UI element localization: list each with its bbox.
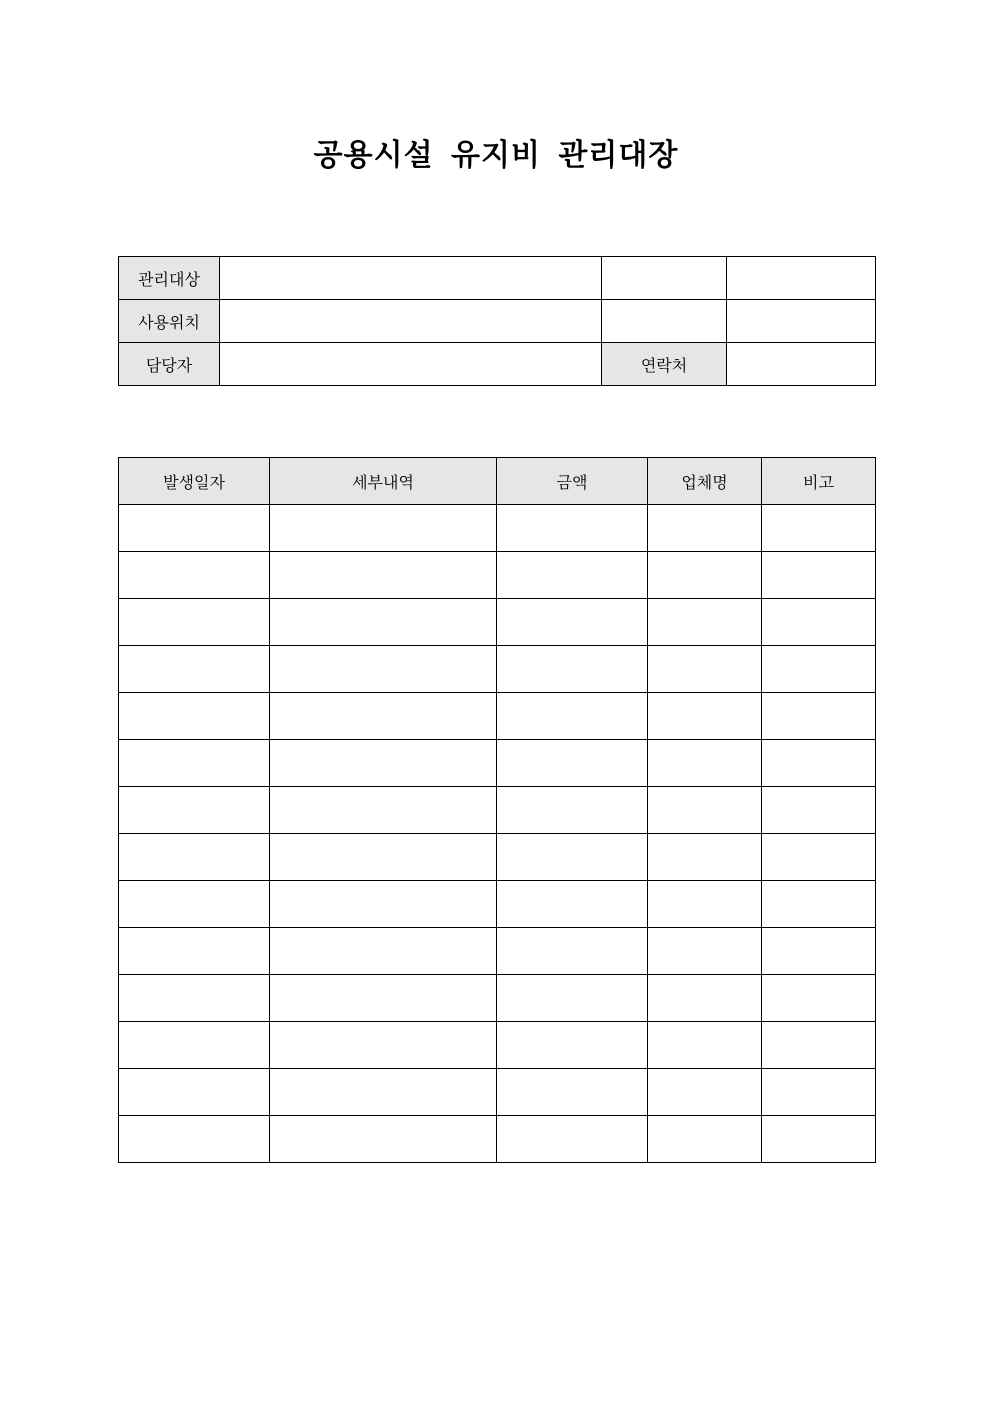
- info-row-manager: [119, 343, 876, 386]
- remarks-cell[interactable]: [762, 975, 876, 1022]
- details-cell[interactable]: [270, 599, 497, 646]
- page-title: 공용시설 유지비 관리대장: [313, 138, 679, 173]
- remarks-cell[interactable]: [762, 1069, 876, 1116]
- amount-cell[interactable]: [497, 693, 648, 740]
- vendor-cell[interactable]: [648, 928, 762, 975]
- amount-cell[interactable]: [497, 787, 648, 834]
- date-cell[interactable]: [119, 928, 270, 975]
- ledger-header-row: [119, 458, 876, 505]
- header-amount: 금액: [497, 458, 648, 505]
- details-cell[interactable]: [270, 975, 497, 1022]
- vendor-cell[interactable]: [648, 505, 762, 552]
- remarks-cell[interactable]: [762, 599, 876, 646]
- vendor-cell[interactable]: [648, 552, 762, 599]
- details-cell[interactable]: [270, 646, 497, 693]
- amount-cell[interactable]: [497, 646, 648, 693]
- manage-target-field[interactable]: [220, 257, 602, 300]
- table-row: [119, 740, 876, 787]
- table-row: [119, 599, 876, 646]
- remarks-cell[interactable]: [762, 505, 876, 552]
- table-row: [119, 1116, 876, 1163]
- amount-cell[interactable]: [497, 1116, 648, 1163]
- details-cell[interactable]: [270, 1116, 497, 1163]
- amount-cell[interactable]: [497, 834, 648, 881]
- vendor-cell[interactable]: [648, 787, 762, 834]
- details-cell[interactable]: [270, 552, 497, 599]
- remarks-cell[interactable]: [762, 1022, 876, 1069]
- remarks-cell[interactable]: [762, 881, 876, 928]
- amount-cell[interactable]: [497, 1069, 648, 1116]
- date-cell[interactable]: [119, 646, 270, 693]
- info-extra-field-2[interactable]: [727, 300, 876, 343]
- table-row: [119, 975, 876, 1022]
- info-table: [118, 256, 876, 386]
- date-cell[interactable]: [119, 505, 270, 552]
- location-label: 사용위치: [119, 300, 220, 343]
- remarks-cell[interactable]: [762, 928, 876, 975]
- info-extra-label-2[interactable]: [602, 300, 727, 343]
- date-cell[interactable]: [119, 599, 270, 646]
- info-extra-label-1[interactable]: [602, 257, 727, 300]
- info-row-location: [119, 300, 876, 343]
- amount-cell[interactable]: [497, 975, 648, 1022]
- date-cell[interactable]: [119, 1022, 270, 1069]
- amount-cell[interactable]: [497, 740, 648, 787]
- remarks-cell[interactable]: [762, 1116, 876, 1163]
- remarks-cell[interactable]: [762, 787, 876, 834]
- details-cell[interactable]: [270, 787, 497, 834]
- vendor-cell[interactable]: [648, 599, 762, 646]
- details-cell[interactable]: [270, 928, 497, 975]
- date-cell[interactable]: [119, 552, 270, 599]
- date-cell[interactable]: [119, 740, 270, 787]
- location-field[interactable]: [220, 300, 602, 343]
- table-row: [119, 505, 876, 552]
- date-cell[interactable]: [119, 975, 270, 1022]
- remarks-cell[interactable]: [762, 646, 876, 693]
- contact-label: 연락처: [602, 343, 727, 386]
- header-remarks: 비고: [762, 458, 876, 505]
- amount-cell[interactable]: [497, 881, 648, 928]
- table-row: [119, 552, 876, 599]
- vendor-cell[interactable]: [648, 881, 762, 928]
- contact-field[interactable]: [727, 343, 876, 386]
- amount-cell[interactable]: [497, 928, 648, 975]
- details-cell[interactable]: [270, 1022, 497, 1069]
- amount-cell[interactable]: [497, 599, 648, 646]
- info-extra-field-1[interactable]: [727, 257, 876, 300]
- amount-cell[interactable]: [497, 505, 648, 552]
- table-row: [119, 787, 876, 834]
- table-row: [119, 646, 876, 693]
- table-row: [119, 928, 876, 975]
- date-cell[interactable]: [119, 693, 270, 740]
- remarks-cell[interactable]: [762, 834, 876, 881]
- remarks-cell[interactable]: [762, 693, 876, 740]
- vendor-cell[interactable]: [648, 693, 762, 740]
- ledger-table: [118, 457, 876, 1163]
- amount-cell[interactable]: [497, 552, 648, 599]
- manager-field[interactable]: [220, 343, 602, 386]
- header-vendor: 업체명: [648, 458, 762, 505]
- table-row: [119, 693, 876, 740]
- details-cell[interactable]: [270, 834, 497, 881]
- manager-label: 담당자: [119, 343, 220, 386]
- table-row: [119, 834, 876, 881]
- header-date: 발생일자: [119, 458, 270, 505]
- vendor-cell[interactable]: [648, 740, 762, 787]
- date-cell[interactable]: [119, 881, 270, 928]
- date-cell[interactable]: [119, 1069, 270, 1116]
- manage-target-label: 관리대상: [119, 257, 220, 300]
- details-cell[interactable]: [270, 881, 497, 928]
- details-cell[interactable]: [270, 505, 497, 552]
- date-cell[interactable]: [119, 1116, 270, 1163]
- table-row: [119, 881, 876, 928]
- details-cell[interactable]: [270, 1069, 497, 1116]
- table-row: [119, 1069, 876, 1116]
- info-row-target: [119, 257, 876, 300]
- vendor-cell[interactable]: [648, 1022, 762, 1069]
- vendor-cell[interactable]: [648, 646, 762, 693]
- header-details: 세부내역: [270, 458, 497, 505]
- vendor-cell[interactable]: [648, 1116, 762, 1163]
- vendor-cell[interactable]: [648, 1069, 762, 1116]
- amount-cell[interactable]: [497, 1022, 648, 1069]
- remarks-cell[interactable]: [762, 552, 876, 599]
- date-cell[interactable]: [119, 787, 270, 834]
- table-row: [119, 1022, 876, 1069]
- vendor-cell[interactable]: [648, 975, 762, 1022]
- ledger-body: [119, 505, 876, 1163]
- vendor-cell[interactable]: [648, 834, 762, 881]
- details-cell[interactable]: [270, 740, 497, 787]
- details-cell[interactable]: [270, 693, 497, 740]
- remarks-cell[interactable]: [762, 740, 876, 787]
- date-cell[interactable]: [119, 834, 270, 881]
